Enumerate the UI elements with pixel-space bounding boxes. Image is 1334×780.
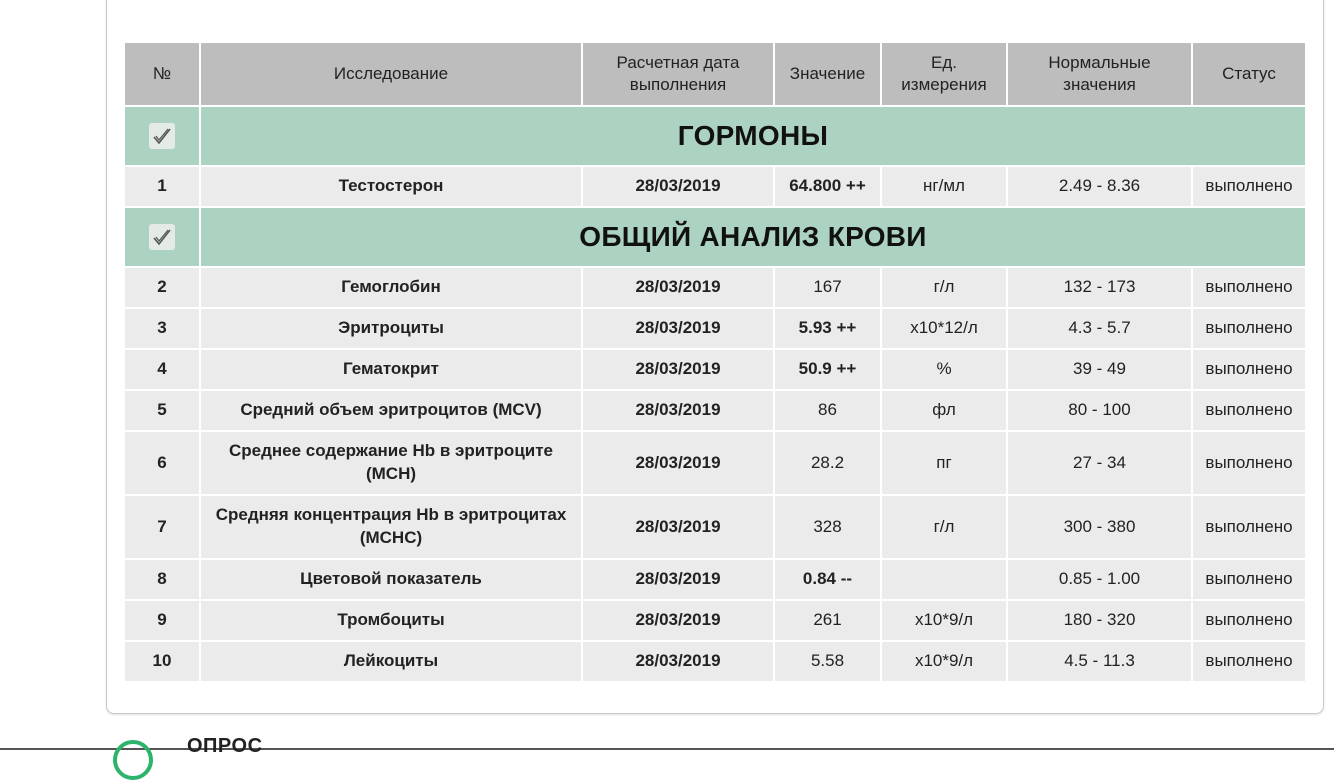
row-date: 28/03/2019	[583, 560, 775, 601]
row-unit: фл	[882, 391, 1008, 432]
row-test-name: Средний объем эритроцитов (MCV)	[201, 391, 583, 432]
row-unit: г/л	[882, 496, 1008, 560]
row-unit: г/л	[882, 268, 1008, 309]
table-row	[125, 350, 1305, 391]
row-test-name: Тромбоциты	[201, 601, 583, 642]
row-unit: %	[882, 350, 1008, 391]
table-header-row	[125, 43, 1305, 107]
section-row-blood	[125, 208, 1305, 268]
row-norm: 180 - 320	[1008, 601, 1193, 642]
row-status: выполнено	[1193, 601, 1305, 642]
row-date: 28/03/2019	[583, 496, 775, 560]
row-value: 261	[775, 601, 882, 642]
row-test-name: Лейкоциты	[201, 642, 583, 683]
row-status: выполнено	[1193, 350, 1305, 391]
row-unit: x10*9/л	[882, 601, 1008, 642]
row-status: выполнено	[1193, 560, 1305, 601]
table-row	[125, 560, 1305, 601]
row-status: выполнено	[1193, 167, 1305, 208]
row-date: 28/03/2019	[583, 268, 775, 309]
row-date: 28/03/2019	[583, 167, 775, 208]
row-unit: пг	[882, 432, 1008, 496]
table-row	[125, 167, 1305, 208]
row-test-name: Средняя концентрация Hb в эритроцитах (MCHC)	[201, 496, 583, 560]
row-test-name: Гемоглобин	[201, 268, 583, 309]
section-title: ГОРМОНЫ	[201, 107, 1305, 167]
table-row	[125, 268, 1305, 309]
row-value: 28.2	[775, 432, 882, 496]
row-value: 167	[775, 268, 882, 309]
row-norm: 132 - 173	[1008, 268, 1193, 309]
row-num: 1	[125, 167, 201, 208]
row-status: выполнено	[1193, 309, 1305, 350]
lab-results-table	[125, 43, 1305, 683]
table-row	[125, 642, 1305, 683]
row-status: выполнено	[1193, 496, 1305, 560]
header-status: Статус	[1193, 43, 1305, 107]
row-num: 3	[125, 309, 201, 350]
row-value: 86	[775, 391, 882, 432]
row-test-name: Цветовой показатель	[201, 560, 583, 601]
row-num: 10	[125, 642, 201, 683]
poll-title[interactable]: ОПРОС	[187, 735, 263, 757]
row-value: 5.58	[775, 642, 882, 683]
poll-icon	[113, 740, 153, 780]
row-value: 64.800 ++	[775, 167, 882, 208]
row-num: 9	[125, 601, 201, 642]
table-row	[125, 391, 1305, 432]
row-num: 6	[125, 432, 201, 496]
header-unit: Ед. измерения	[882, 43, 1008, 107]
table-row	[125, 601, 1305, 642]
row-unit	[882, 560, 1008, 601]
row-norm: 2.49 - 8.36	[1008, 167, 1193, 208]
row-date: 28/03/2019	[583, 642, 775, 683]
row-unit: x10*9/л	[882, 642, 1008, 683]
row-value: 5.93 ++	[775, 309, 882, 350]
row-unit: нг/мл	[882, 167, 1008, 208]
row-norm: 27 - 34	[1008, 432, 1193, 496]
row-num: 2	[125, 268, 201, 309]
table-row	[125, 432, 1305, 496]
row-status: выполнено	[1193, 642, 1305, 683]
row-num: 5	[125, 391, 201, 432]
header-norm: Нормальные значения	[1008, 43, 1193, 107]
row-date: 28/03/2019	[583, 601, 775, 642]
row-test-name: Эритроциты	[201, 309, 583, 350]
row-status: выполнено	[1193, 268, 1305, 309]
row-date: 28/03/2019	[583, 309, 775, 350]
row-unit: x10*12/л	[882, 309, 1008, 350]
row-norm: 39 - 49	[1008, 350, 1193, 391]
row-norm: 4.5 - 11.3	[1008, 642, 1193, 683]
row-test-name: Тестостерон	[201, 167, 583, 208]
table-row	[125, 496, 1305, 560]
header-num: №	[125, 43, 201, 107]
header-value: Значение	[775, 43, 882, 107]
row-status: выполнено	[1193, 391, 1305, 432]
row-value: 328	[775, 496, 882, 560]
table-row	[125, 309, 1305, 350]
section-toggle[interactable]	[125, 107, 201, 167]
row-norm: 80 - 100	[1008, 391, 1193, 432]
row-norm: 300 - 380	[1008, 496, 1193, 560]
row-test-name: Гематокрит	[201, 350, 583, 391]
row-num: 7	[125, 496, 201, 560]
check-icon[interactable]	[149, 123, 175, 149]
header-test: Исследование	[201, 43, 583, 107]
section-row-hormones	[125, 107, 1305, 167]
row-test-name: Среднее содержание Hb в эритроците (MCH)	[201, 432, 583, 496]
row-value: 0.84 --	[775, 560, 882, 601]
row-norm: 4.3 - 5.7	[1008, 309, 1193, 350]
row-num: 4	[125, 350, 201, 391]
header-date: Расчетная дата выполнения	[583, 43, 775, 107]
row-date: 28/03/2019	[583, 432, 775, 496]
row-date: 28/03/2019	[583, 391, 775, 432]
row-value: 50.9 ++	[775, 350, 882, 391]
row-status: выполнено	[1193, 432, 1305, 496]
row-num: 8	[125, 560, 201, 601]
section-title: ОБЩИЙ АНАЛИЗ КРОВИ	[201, 208, 1305, 268]
check-icon[interactable]	[149, 224, 175, 250]
row-norm: 0.85 - 1.00	[1008, 560, 1193, 601]
section-toggle[interactable]	[125, 208, 201, 268]
row-date: 28/03/2019	[583, 350, 775, 391]
